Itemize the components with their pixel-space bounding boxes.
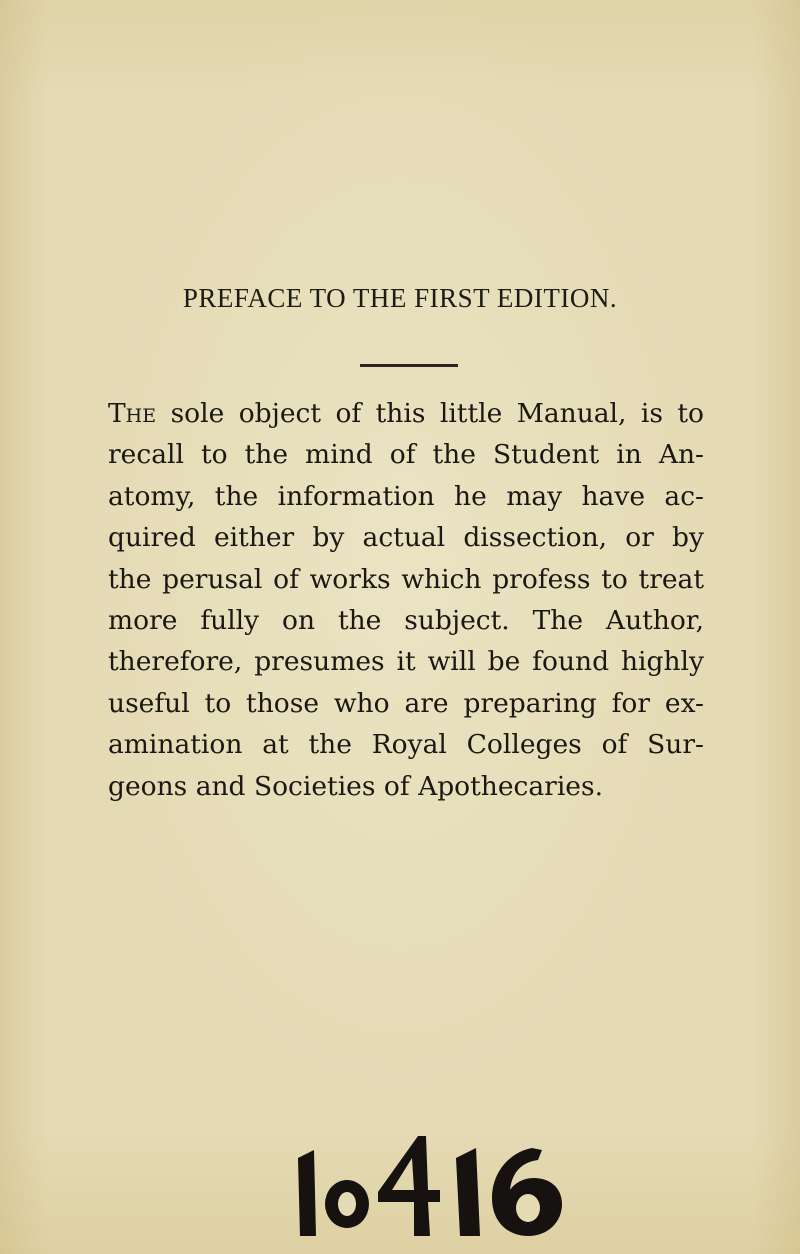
preface-paragraph (108, 393, 704, 807)
stamp-digit-6 (492, 1148, 562, 1236)
stamp-digit-1 (298, 1150, 316, 1236)
paragraph-line-4: quired either by actual dissection, or by (108, 522, 704, 554)
paragraph-line-9: amination at the Royal Colleges of Sur- (108, 729, 704, 761)
paragraph-line-6: more fully on the subject. The Author, (108, 605, 704, 637)
stamp-digit-4 (378, 1136, 440, 1236)
preface-heading: PREFACE TO THE FIRST EDITION. (182, 283, 618, 313)
accession-number-stamp (270, 1128, 600, 1238)
paragraph-line-8: useful to those who are preparing for ex- (108, 687, 704, 719)
paragraph-line-10: geons and Societies of Apothecaries. (108, 770, 604, 802)
paragraph-first-word: The (108, 398, 157, 429)
paragraph-line-1-text: sole object of this little Manual, is to (170, 398, 704, 429)
paragraph-line-5: the perusal of works which profess to treat (108, 563, 704, 595)
stamp-digit-1b (456, 1148, 480, 1236)
paragraph-line-2: recall to the mind of the Student in An- (108, 439, 704, 471)
heading-rule (360, 364, 458, 367)
paragraph-line-1 (108, 393, 704, 434)
paragraph-line-3: atomy, the information he may have ac- (108, 480, 704, 512)
paragraph-line-7: therefore, presumes it will be found highly (108, 646, 704, 678)
